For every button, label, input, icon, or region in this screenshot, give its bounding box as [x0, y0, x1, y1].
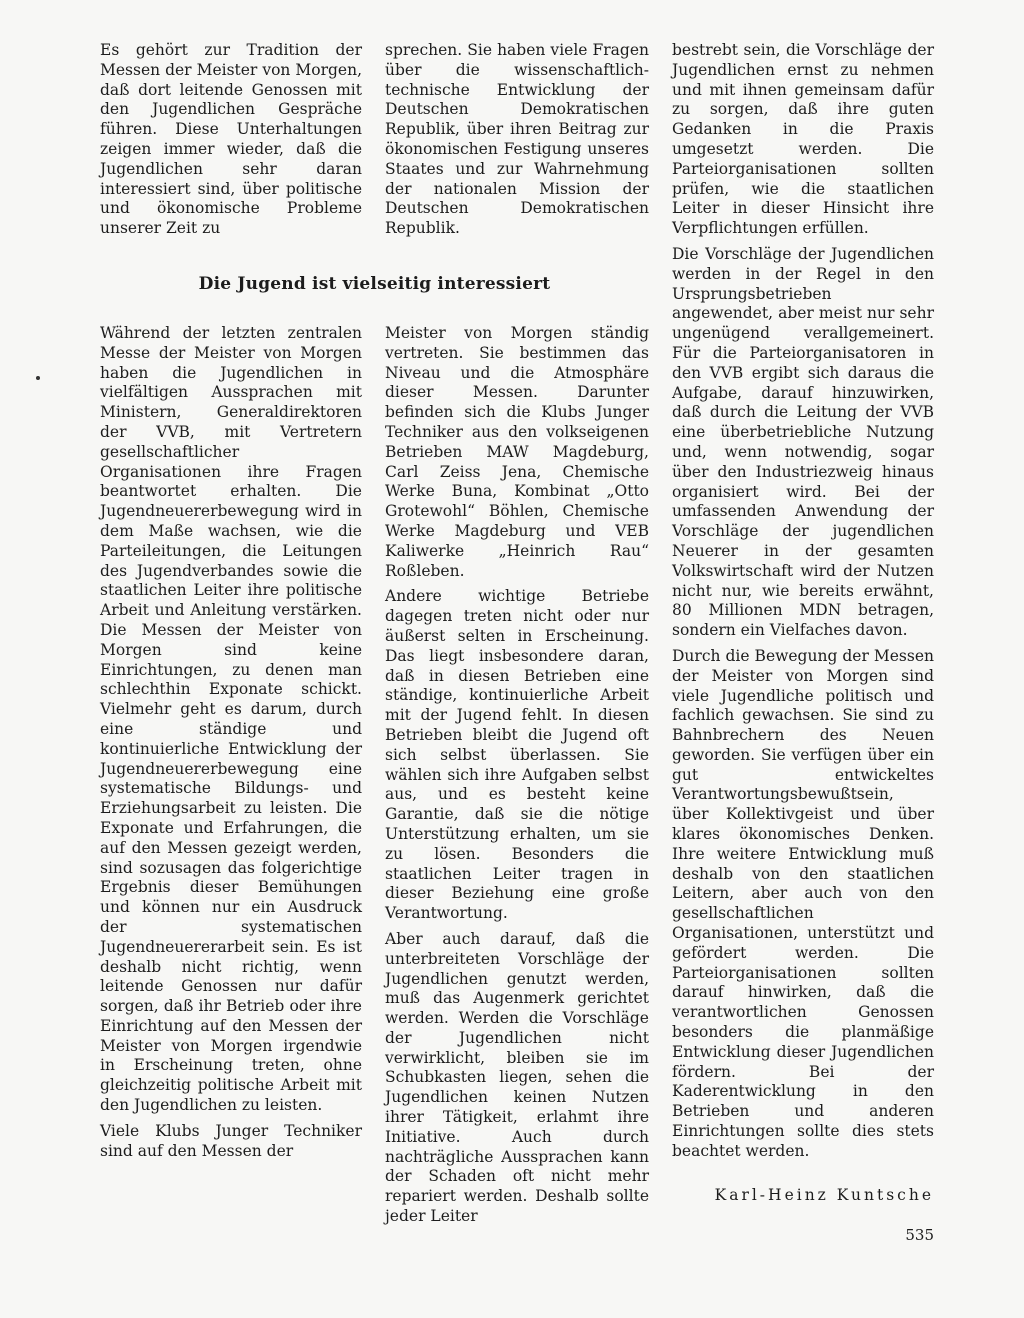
right-paragraph: Durch die Bewegung der Messen der Meister von Morgen sind viele Jugendliche politisch und fachlich gewachsen. Sie sind zu Bahnbrechern des Neuen geworden. Sie verfügen über ein gut entwickeltes Verantwortungsbewußtsein, über Kollektivgeist und über klares ökonomisches Denken. Ihre weitere Entwicklung muß deshalb von den staatlichen Leitern, aber auch von den gesellschaftlichen Organisationen, unterstützt und gefördert werden. Die Parteiorganisationen sollten darauf hinwirken, daß die verantwortlichen Genossen besonders die planmäßige Entwicklung dieser Jugendlichen fördern. Bei der Kaderentwicklung in den Betrieben und anderen Einrichtungen sollte dies stets beachtet werden.: [672, 646, 934, 1160]
middle-column: [385, 324, 649, 1227]
middle-paragraph: Meister von Morgen ständig vertreten. Sie bestimmen das Niveau und die Atmosphäre dieser Messen. Darunter befinden sich die Klubs Junger Techniker aus den volkseigenen Betrieben MAW Magdeburg, Carl Zeiss Jena, Chemische Werke Buna, Kombinat „Otto Grotewohl“ Böhlen, Chemische Werke Magdeburg und VEB Kaliwerke „Heinrich Rau“ Roßleben.: [385, 324, 649, 580]
section-heading: Die Jugend ist vielseitig interessiert: [198, 274, 551, 294]
intro-middle-paragraph: sprechen. Sie haben viele Fragen über die wissenschaftlich-technische Entwicklung der Deutschen Demokratischen Republik, über ihren Beitrag zur ökonomischen Festigung unseres Staates und zur Wahrnehmung der nationalen Mission der Deutschen Demokratischen Republik.: [385, 41, 649, 238]
page-number: 535: [905, 1226, 934, 1244]
right-paragraph: bestrebt sein, die Vorschläge der Jugendlichen ernst zu nehmen und mit ihnen gemeinsam dafür zu sorgen, daß ihre guten Gedanken in die Praxis umgesetzt werden. Die Parteiorganisationen sollten prüfen, wie die staatlichen Leiter in dieser Hinsicht ihre Verpflichtungen erfüllen.: [672, 41, 934, 238]
middle-paragraph: Aber auch darauf, daß die unterbreiteten Vorschläge der Jugendlichen genutzt werden, muß das Augenmerk gerichtet werden. Werden die Vorschläge der Jugendlichen nicht verwirklicht, bleiben sie im Schubkasten liegen, sehen die Jugendlichen keinen Nutzen ihrer Tätigkeit, erlahmt ihre Initiative. Auch durch nachträgliche Aussprachen kann der Schaden oft nicht mehr repariert werden. Deshalb sollte jeder Leiter: [385, 929, 649, 1226]
middle-paragraph: Andere wichtige Betriebe dagegen treten nicht oder nur äußerst selten in Erscheinung. Das liegt insbesondere daran, daß in diesen Betrieben eine ständige, kontinuierliche Arbeit mit der Jugend fehlt. In diesen Betrieben bleibt die Jugend oft sich selbst überlassen. Sie wählen sich ihre Aufgaben selbst aus, und es besteht keine Garantie, daß sie die nötige Unterstützung erhalten, um sie zu lösen. Besonders die staatlichen Leiter tragen in dieser Beziehung eine große Verantwortung.: [385, 587, 649, 923]
right-column: [672, 41, 934, 1162]
intro-middle-column: [385, 41, 649, 239]
left-paragraph: Viele Klubs Junger Techniker sind auf den Messen der: [100, 1121, 362, 1160]
stray-dot-mark: [36, 376, 40, 380]
right-paragraph: Die Vorschläge der Jugendlichen werden in der Regel in den Ursprungsbetrieben angewendet, aber meist nur sehr ungenügend verallgemeinert. Für die Parteiorganisatoren in den VVB ergibt sich daraus die Aufgabe, darauf hinzuwirken, daß durch die Leitung der VVB eine überbetriebliche Nutzung und, wenn notwendig, sogar über den Industriezweig hinaus organisiert wird. Bei der umfassenden Anwendung der Vorschläge der jugendlichen Neuerer in der gesamten Volkswirtschaft wird der Nutzen nicht nur, wie bereits erwähnt, 80 Millionen MDN betragen, sondern ein Vielfaches davon.: [672, 244, 934, 640]
author-signature: Karl-Heinz Kuntsche: [714, 1186, 934, 1204]
intro-left-paragraph: Es gehört zur Tradition der Messen der Meister von Morgen, daß dort leitende Genossen mit den Jugendlichen Gespräche führen. Diese Unterhaltungen zeigen immer wieder, daß die Jugendlichen sehr daran interessiert sind, über politische und ökonomische Probleme unserer Zeit zu: [100, 41, 362, 238]
left-column: [100, 324, 362, 1161]
left-paragraph: Während der letzten zentralen Messe der Meister von Morgen haben die Jugendlichen in vielfältigen Aussprachen mit Ministern, Generaldirektoren der VVB, mit Vertretern gesellschaftlicher Organisationen ihre Fragen beantwortet erhalten. Die Jugendneuererbewegung wird in dem Maße wachsen, wie die Parteileitungen, die Leitungen des Jugendverbandes sowie die staatlichen Leiter ihre politische Arbeit und Anleitung verstärken. Die Messen der Meister von Morgen sind keine Einrichtungen, zu denen man schlechthin Exponate schickt. Vielmehr geht es darum, durch eine ständige und kontinuierliche Entwicklung der Jugendneuererbewegung eine systematische Bildungs- und Erziehungsarbeit zu leisten. Die Exponate und Erfahrungen, die auf den Messen gezeigt werden, sind sozusagen das folgerichtige Ergebnis dieser Bemühungen und können nur ein Ausdruck der systematischen Jugendneuererarbeit sein. Es ist deshalb nicht richtig, wenn leitende Genossen nur dafür sorgen, daß ihr Betrieb oder ihre Einrichtung auf den Messen der Meister von Morgen irgendwie in Erscheinung treten, ohne gleichzeitig politische Arbeit mit den Jugendlichen zu leisten.: [100, 324, 362, 1115]
intro-left-column: [100, 41, 362, 239]
